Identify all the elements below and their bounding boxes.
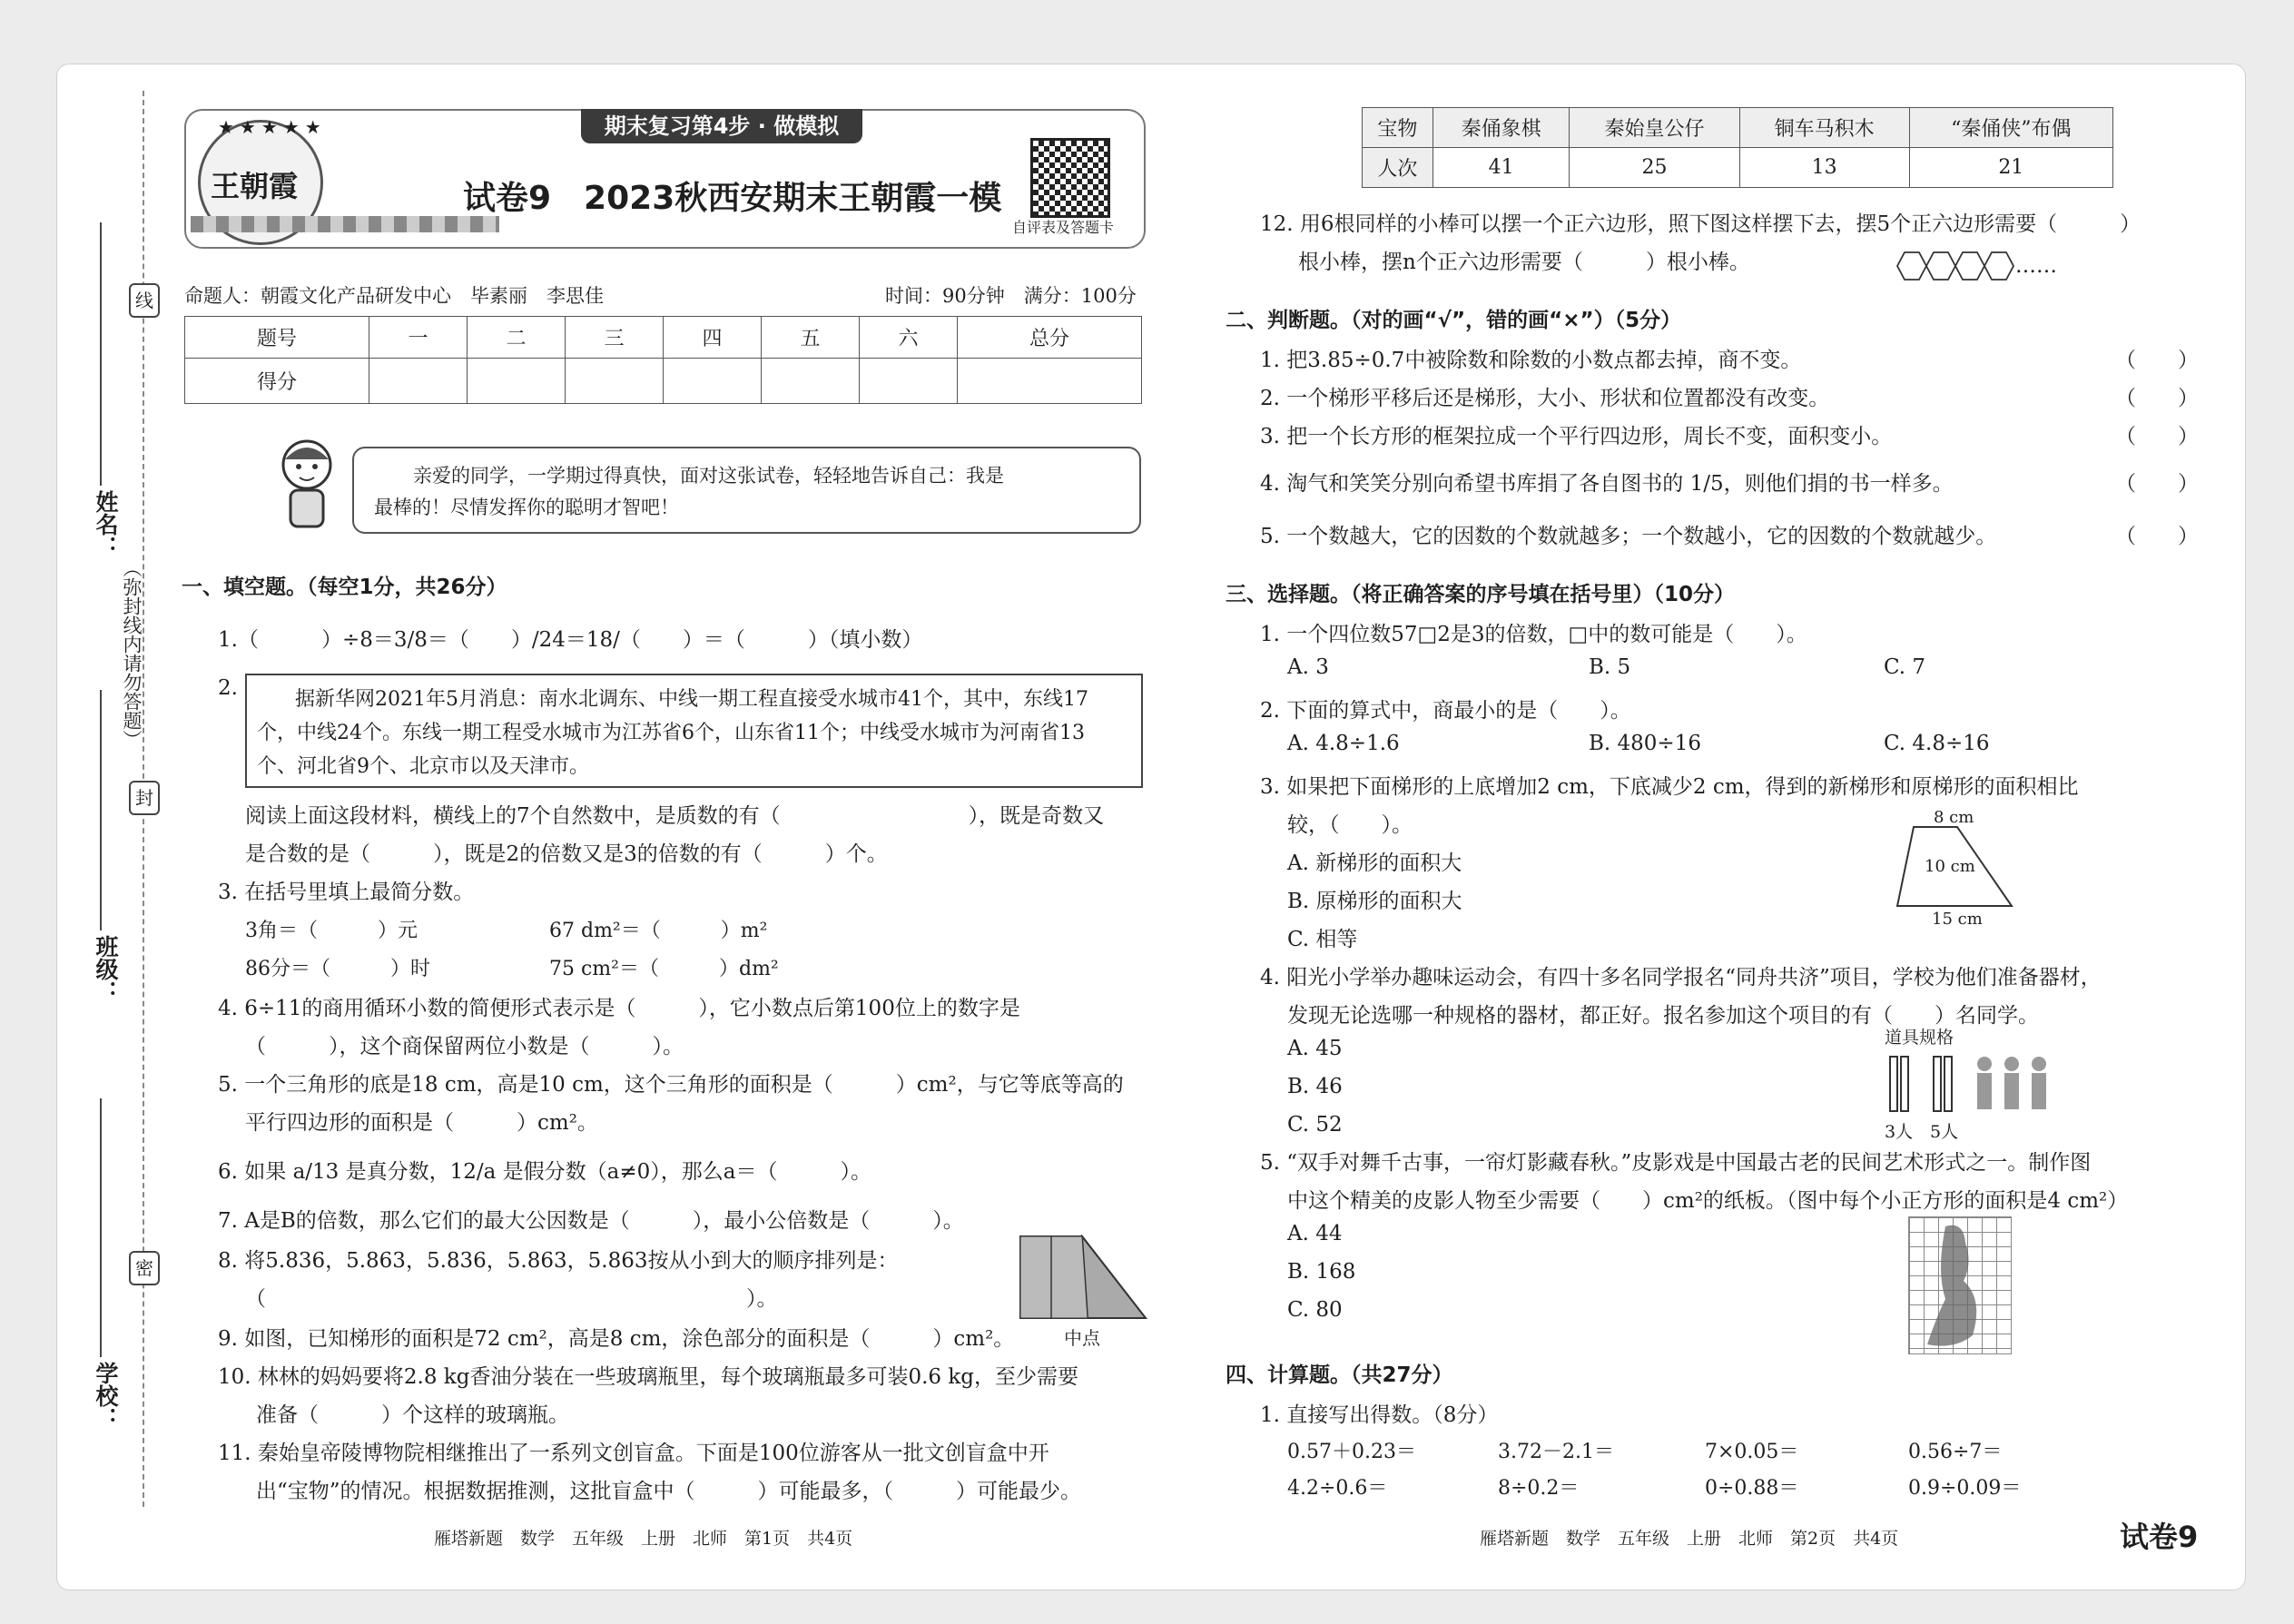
seal-secret: 密 [129,1251,160,1285]
treasure-value: 13 [1739,148,1909,188]
name-field[interactable] [100,222,102,486]
treasure-value: 25 [1570,148,1739,188]
qr-caption: 自评表及答题卡 [1012,219,1115,236]
choice-q3-a: 3. 如果把下面梯形的上底增加2 cm，下底减少2 cm，得到的新梯形和原梯形的面积相比 [1260,775,2079,799]
score-cell[interactable] [859,359,957,404]
choice-option[interactable]: C. 7 [1884,655,1926,679]
choice-q3-b[interactable]: 较，（ ）。 [1287,813,1413,837]
choice-q4-b[interactable]: 发现无论选哪一种规格的器材，都正好。报名参加这个项目的有（ ）名同学。 [1287,1004,2039,1028]
q3-item[interactable]: 3角＝（ ）元 [245,920,418,942]
choice-option[interactable]: B. 46 [1287,1075,1343,1098]
judge-item: 3. 把一个长方形的框架拉成一个平行四边形，周长不变，面积变小。 [1260,425,1893,448]
sec2-title: 二、判断题。（对的画“√”，错的画“×”）（5分） [1226,309,1682,332]
treasure-row-label: 人次 [1363,148,1433,188]
greeting-line1: 亲爱的同学，一学期过得真快，面对这张试卷，轻轻地告诉自己：我是 [413,465,1004,487]
score-row-label: 得分 [185,359,369,404]
choice-option[interactable]: C. 4.8÷16 [1884,732,1990,755]
choice-option[interactable]: C. 80 [1287,1298,1343,1322]
judge-answer[interactable]: （ ） [2115,425,2199,448]
q10-line-b[interactable]: 准备（ ）个这样的玻璃瓶。 [256,1403,569,1427]
speech-bubble [352,447,1141,534]
q9-midpoint-label: 中点 [1064,1327,1100,1349]
judge-answer[interactable]: （ ） [2115,472,2199,496]
q12-line-a[interactable]: 12. 用6根同样的小棒可以摆一个正六边形，照下图这样摆下去，摆5个正六边形需要（ ） [1260,212,2141,236]
logo-ribbon [191,216,499,232]
judge-item: 4. 淘气和笑笑分别向希望书库捐了各自图书的 1/5，则他们捐的书一样多。 [1260,472,1954,496]
equipment-figure [1885,1053,2057,1117]
paper-tag: 试卷9 [2120,1520,2199,1554]
choice-option[interactable]: A. 3 [1287,655,1329,679]
q5-line-a[interactable]: 5. 一个三角形的底是18 cm，高是10 cm，这个三角形的面积是（ ）cm²，与它等底等高的 [218,1073,1124,1097]
choice-option[interactable]: A. 4.8÷1.6 [1287,732,1400,755]
q3-item[interactable]: 86分＝（ ）时 [245,958,430,980]
seal-seal: 封 [129,781,160,815]
sec1-title: 一、填空题。（每空1分，共26分） [182,576,507,599]
treasure-table [1362,107,2113,188]
treasure-header: 秦始皇公仔 [1570,108,1739,148]
q2-line-b[interactable]: 是合数的是（ ），既是2的倍数又是3的倍数的有（ ）个。 [245,842,888,866]
q2-box-line: 个，中线24个。东线一期工程受水城市为江苏省6个，山东省11个；中线受水城市为河南省13 [257,722,1085,744]
hexagon-ellipsis: …… [2015,254,2057,278]
choice-q5-b[interactable]: 中这个精美的皮影人物至少需要（ ）cm²的纸板。（图中每个小正方形的面积是4 cm²） [1287,1189,2129,1213]
q11-line-a: 11. 秦始皇帝陵博物院相继推出了一系列文创盲盒。下面是100位游客从一批文创盲盒中开 [218,1442,1049,1465]
qr-code-icon[interactable] [1030,138,1110,218]
q6-text[interactable]: 6. 如果 a/13 是真分数，12/a 是假分数（a≠0），那么a＝（ ）。 [218,1160,871,1184]
score-header: 四 [663,317,761,359]
score-cell[interactable] [761,359,859,404]
choice-q4-a: 4. 阳光小学举办趣味运动会，有四十多名同学报名“同舟共济”项目，学校为他们准备器材， [1260,966,2102,989]
equipment-5-people: 5人 [1930,1122,1959,1142]
equipment-label: 道具规格 [1885,1028,1954,1048]
q2-box-line: 据新华网2021年5月消息：南水北调东、中线一期工程直接受水城市41个，其中，东线17 [295,688,1088,711]
score-cell[interactable] [663,359,761,404]
trapezoid-height-label: 10 cm [1925,857,1975,876]
calc-item[interactable]: 0÷0.88＝ [1705,1477,1799,1500]
banner: 期末复习第4步 · 做模拟 [581,109,862,143]
sec4-title: 四、计算题。（共27分） [1226,1363,1453,1387]
choice-option[interactable]: B. 5 [1589,655,1631,679]
time-score: 时间：90分钟 满分：100分 [885,285,1137,307]
calc-item[interactable]: 0.56÷7＝ [1908,1441,2003,1463]
score-header: 二 [467,317,565,359]
choice-option[interactable]: C. 52 [1287,1113,1343,1137]
judge-item: 2. 一个梯形平移后还是梯形，大小、形状和位置都没有改变。 [1260,387,1830,410]
treasure-value: 21 [1909,148,2112,188]
school-field[interactable] [100,1098,102,1357]
treasure-value: 41 [1433,148,1570,188]
score-header: 题号 [185,317,369,359]
q2-number: 2. [218,676,238,700]
q4-line-b[interactable]: （ ），这个商保留两位小数是（ ）。 [245,1035,684,1058]
class-label: 班级： [93,935,119,1003]
calc-item[interactable]: 8÷0.2＝ [1498,1477,1580,1500]
q1-fill[interactable]: 1.（ ）÷8＝3/8＝（ ）/24＝18/（ ）＝（ ）（填小数） [218,628,923,652]
choice-option[interactable]: B. 原梯形的面积大 [1287,890,1462,913]
score-cell[interactable] [369,359,467,404]
calc-item[interactable]: 4.2÷0.6＝ [1287,1477,1388,1500]
judge-item: 5. 一个数越大，它的因数的个数就越多；一个数越小，它的因数的个数就越少。 [1260,525,1997,548]
exam-title: 试卷9 2023秋西安期末王朝霞一模 [463,180,1002,217]
treasure-header: 秦俑象棋 [1433,108,1570,148]
logo-text: 王朝霞 [211,169,299,203]
score-header: 五 [761,317,859,359]
q3-text: 3. 在括号里填上最简分数。 [218,881,475,904]
choice-option[interactable]: B. 168 [1287,1260,1356,1284]
trapezoid-top-label: 8 cm [1934,808,1974,827]
q7-text[interactable]: 7. A是B的倍数，那么它们的最大公因数是（ ），最小公倍数是（ ）。 [218,1209,964,1233]
score-header: 三 [565,317,663,359]
shadow-puppet-grid-figure [1908,1216,2012,1354]
calc-item[interactable]: 0.57＋0.23＝ [1287,1441,1416,1463]
choice-option[interactable]: C. 相等 [1287,928,1358,951]
calc-item[interactable]: 3.72－2.1＝ [1498,1441,1614,1463]
calc-q1: 1. 直接写出得数。（8分） [1260,1403,1499,1427]
q12-line-b[interactable]: 根小棒，摆n个正六边形需要（ ）根小棒。 [1298,251,1750,274]
seal-line: 线 [129,283,160,318]
score-header: 总分 [957,317,1141,359]
q11-line-b[interactable]: 出“宝物”的情况。根据数据推测，这批盲盒中（ ）可能最多，（ ）可能最少。 [256,1480,1082,1503]
sec3-title: 三、选择题。（将正确答案的序号填在括号里）（10分） [1226,583,1736,606]
choice-option[interactable]: A. 45 [1287,1037,1343,1060]
score-table [184,316,1142,404]
calc-item[interactable]: 7×0.05＝ [1705,1441,1799,1463]
q4-line-a[interactable]: 4. 6÷11的商用循环小数的简便形式表示是（ ），它小数点后第100位上的数字是 [218,997,1020,1020]
footer-left: 雁塔新题 数学 五年级 上册 北师 第1页 共4页 [434,1529,853,1549]
judge-answer[interactable]: （ ） [2115,349,2199,372]
school-label: 学校： [93,1362,119,1430]
authors: 命题人：朝霞文化产品研发中心 毕素丽 李思佳 [184,285,604,307]
logo-stars-icon: ★★★★★ [218,116,327,138]
choice-option[interactable]: A. 44 [1287,1222,1343,1245]
q8-line-b[interactable]: （ ）。 [245,1287,778,1311]
q3-item[interactable]: 67 dm²＝（ ）m² [549,920,768,942]
binding-note: （弥封线内请勿答题） [121,558,143,749]
choice-q2[interactable]: 2. 下面的算式中，商最小的是（ ）。 [1260,699,1631,723]
q9-trapezoid-figure [1019,1235,1147,1321]
trapezoid-bottom-label: 15 cm [1932,910,1983,929]
name-label: 姓名： [93,490,119,558]
choice-option[interactable]: A. 新梯形的面积大 [1287,851,1462,875]
choice-q1[interactable]: 1. 一个四位数57□2是3的倍数，□中的数可能是（ ）。 [1260,623,1807,646]
q3-item[interactable]: 75 cm²＝（ ）dm² [549,958,779,980]
choice-option[interactable]: B. 480÷16 [1589,732,1701,755]
judge-answer[interactable]: （ ） [2115,387,2199,410]
q2-box-line: 个、河北省9个、北京市以及天津市。 [257,755,589,778]
treasure-header: “秦俑侠”布偶 [1909,108,2112,148]
score-header: 一 [369,317,467,359]
judge-item: 1. 把3.85÷0.7中被除数和除数的小数点都去掉，商不变。 [1260,349,1802,372]
q2-line-a[interactable]: 阅读上面这段材料，横线上的7个自然数中，是质数的有（ ），既是奇数又 [245,804,1105,828]
score-cell[interactable] [565,359,663,404]
equipment-3-people: 3人 [1885,1122,1914,1142]
footer-right: 雁塔新题 数学 五年级 上册 北师 第2页 共4页 [1480,1529,1899,1549]
greeting-line2: 最棒的！尽情发挥你的聪明才智吧！ [374,497,679,518]
treasure-header: 宝物 [1363,108,1433,148]
class-field[interactable] [100,690,102,930]
boy-mascot-icon [271,436,343,536]
q5-line-b[interactable]: 平行四边形的面积是（ ）cm²。 [245,1111,598,1135]
calc-item[interactable]: 0.9÷0.09＝ [1908,1477,2022,1500]
q10-line-a: 10. 林林的妈妈要将2.8 kg香油分装在一些玻璃瓶里，每个玻璃瓶最多可装0.6 kg，至少需要 [218,1365,1078,1389]
score-cell[interactable] [467,359,565,404]
choice-q5-a: 5. “双手对舞千古事，一帘灯影藏春秋。”皮影戏是中国最古老的民间艺术形式之一。制作图 [1260,1151,2092,1175]
treasure-header: 铜车马积木 [1739,108,1909,148]
score-header: 六 [859,317,957,359]
score-cell[interactable] [957,359,1141,404]
q9-text[interactable]: 9. 如图，已知梯形的面积是72 cm²，高是8 cm，涂色部分的面积是（ ）cm²。 [218,1327,1015,1351]
judge-answer[interactable]: （ ） [2115,525,2199,548]
q8-line-a: 8. 将5.836，5.863，5.836，5.863，5.863按从小到大的顺序排列是： [218,1249,899,1273]
